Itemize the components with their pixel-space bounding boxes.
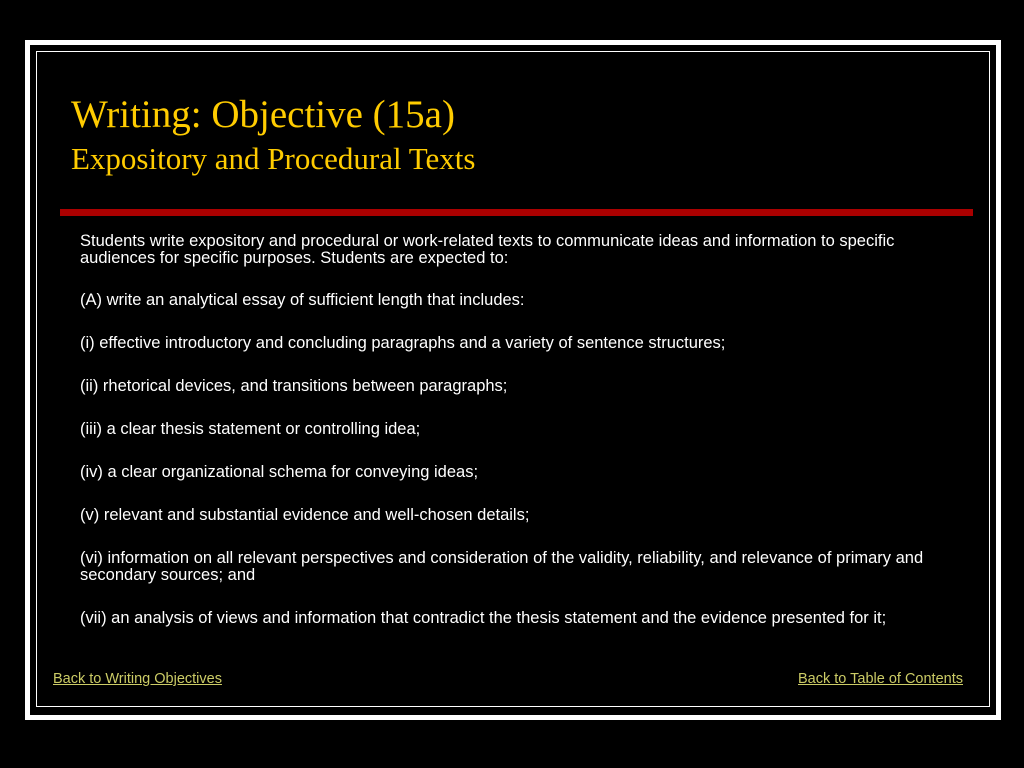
back-to-table-of-contents-link[interactable]: Back to Table of Contents [798, 671, 963, 687]
intro-paragraph: Students write expository and procedural or work-related texts to communicate ideas and information to specific audiences for specific purposes. Students are expected to: [80, 232, 895, 267]
objective-item-iii: (iii) a clear thesis statement or controlling idea; [80, 420, 421, 438]
title-divider [60, 209, 973, 216]
slide-subtitle: Expository and Procedural Texts [71, 141, 476, 176]
objective-item-vi: (vi) information on all relevant perspectives and consideration of the validity, reliability, and relevance of primary and secondary sources; and [80, 549, 924, 584]
objective-item-a: (A) write an analytical essay of sufficient length that includes: [80, 291, 525, 309]
objective-item-v: (v) relevant and substantial evidence and well-chosen details; [80, 506, 530, 524]
objective-item-iv: (iv) a clear organizational schema for conveying ideas; [80, 463, 479, 481]
objective-item-vii: (vii) an analysis of views and information that contradict the thesis statement and the evidence presented for it; [80, 609, 887, 627]
objective-item-i: (i) effective introductory and concluding paragraphs and a variety of sentence structures; [80, 334, 726, 352]
slide-title: Writing: Objective (15a) [71, 93, 455, 136]
back-to-writing-objectives-link[interactable]: Back to Writing Objectives [53, 671, 222, 687]
objective-item-ii: (ii) rhetorical devices, and transitions between paragraphs; [80, 377, 508, 395]
